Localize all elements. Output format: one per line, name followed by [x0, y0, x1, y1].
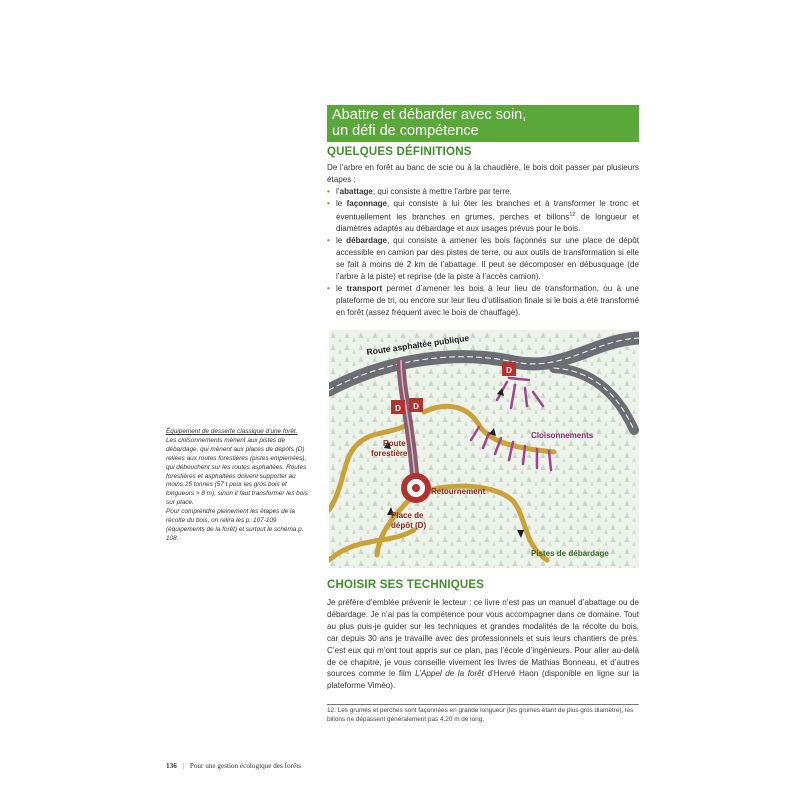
section-title-techniques: CHOISIR SES TECHNIQUES — [327, 579, 485, 591]
depot-marker-label-1: D — [395, 404, 401, 413]
label-pistes: Pistes de débardage — [531, 549, 609, 558]
definition-item-debardage: • le débardage, qui consiste à amener les bois façonnés sur une place de dépôt accessible en camion par des pistes de terre, ou aux outils de transformation si elle se fait à moins de 2 km de l’abattage. Il peut se décomposer en débusquage (de l’arbre à la piste) et reprise (de la piste à l’accès camion). — [327, 236, 639, 281]
definitions-intro: De l’arbre en forêt au banc de scie ou à la chaudière, le bois doit passer par plusieurs étapes : — [327, 163, 639, 184]
label-cloisonnements: Cloisonnements — [531, 431, 594, 440]
forest-access-map — [329, 330, 639, 568]
caption-lead: Équipement de desserte classique d’une forêt. — [166, 428, 298, 435]
page-number: 136 — [166, 762, 177, 770]
section-title-definitions: QUELQUES DÉFINITIONS — [327, 146, 472, 158]
figure-caption — [166, 428, 308, 544]
footer-separator: | — [182, 762, 185, 770]
chapter-banner — [327, 105, 639, 142]
footnote-divider — [327, 704, 639, 705]
term-abattage: abattage — [339, 186, 373, 196]
term-faconnage: façonnage — [346, 198, 388, 208]
footnote-12: 12. Les grumes et perches sont façonnées en grande longueur (les grumes étant de plus gros diamètre), les billons ne dépassent généralement pas 4,20 m de long. — [327, 707, 634, 723]
techniques-body — [327, 597, 639, 692]
definition-item-abattage: • l’abattage, qui consiste à mettre l’arbre par terre. — [327, 186, 512, 196]
definition-item-transport: • le transport permet d’amener les bois à leur lieu de transformation, ou à une plateforme de tri, ou encore sur leur lieu d’utilisation finale si le bois a été transformé en forêt (assez fréquent avec le bois de chauffage). — [327, 283, 639, 317]
page-footer — [166, 762, 301, 770]
turnaround-center — [412, 484, 420, 492]
caption-paragraph-2: Pour comprendre pleinement les étapes de la récolte du bois, on relira les p. 107-109 (équipements de la forêt) et surtout le schéma p. 108. — [166, 508, 304, 542]
bullet-icon: • — [327, 198, 330, 208]
label-depot-1: Place de — [391, 511, 424, 520]
term-debardage: débardage — [346, 236, 388, 246]
label-retournement: Retournement — [431, 487, 486, 496]
book-title: Pour une gestion écologique des forêts — [189, 762, 302, 770]
techniques-paragraph: Je préfère d’emblée prévenir le lecteur : ce livre n’est pas un manuel d’abattage ou de débardage. Je n’ai pas la compétence pour vous accompagner dans ce domaine. Tout au plus puis-je guider sur les techniques et grandes modalités de la récolte du bois, car depuis 30 ans je travaille avec des professionnels et suis leurs chantiers de près. C’est eux qui m’ont tout appris sur ce plan, pas l’école d’ingénieurs. Pour aller au-delà de ce chapitre, je vous conseille vivement les livres de Mathias Bonneau, et d’autres sources comme le film L’Appel de la forêt d’Hervé Haon (disponible en ligne sur la plateforme Viméo). — [327, 598, 639, 691]
bullet-icon: • — [327, 186, 330, 196]
definition-item-faconnage: • le façonnage, qui consiste à lui ôter les branches et à transformer le tronc et éventuellement les branches en grumes, perches et billons$^{12}$ de longueur et diamètres adaptés au débardage et aux usages prévus pour le bois. — [327, 198, 639, 234]
depot-marker-label-3: D — [506, 366, 512, 375]
label-public-road: Route asphaltée publique — [365, 332, 470, 357]
bullet-icon: • — [327, 236, 330, 246]
bullet-icon: • — [327, 283, 330, 293]
footnote-ref: 12 — [569, 211, 576, 218]
banner-title-line1: Abattre et débarder avec soin, — [332, 107, 527, 123]
film-title: L’Appel de la forêt — [415, 669, 484, 679]
definitions-body — [327, 162, 639, 318]
depot-marker-label-2: D — [413, 402, 419, 411]
label-forest-road-2: forestière — [371, 449, 408, 458]
banner-title-line2: un défi de compétence — [332, 123, 479, 139]
label-forest-road-1: Route — [383, 439, 406, 448]
label-depot-2: dépôt (D) — [391, 521, 427, 530]
term-transport: transport — [346, 283, 383, 293]
caption-paragraph-1: Équipement de desserte classique d’une forêt. Les cloisonnements mènent aux pistes de débardage, qui mènent aux places de dépôts (D) reliées aux routes forestières (pistes empierrées), qui débouchent sur les routes asphaltées. Routes forestières et asphaltées doivent supporter au moins 25 tonnes (57 t pour les gros bois et longueurs > 8 m), sinon il faut transformer les bois sur place. — [166, 428, 308, 507]
